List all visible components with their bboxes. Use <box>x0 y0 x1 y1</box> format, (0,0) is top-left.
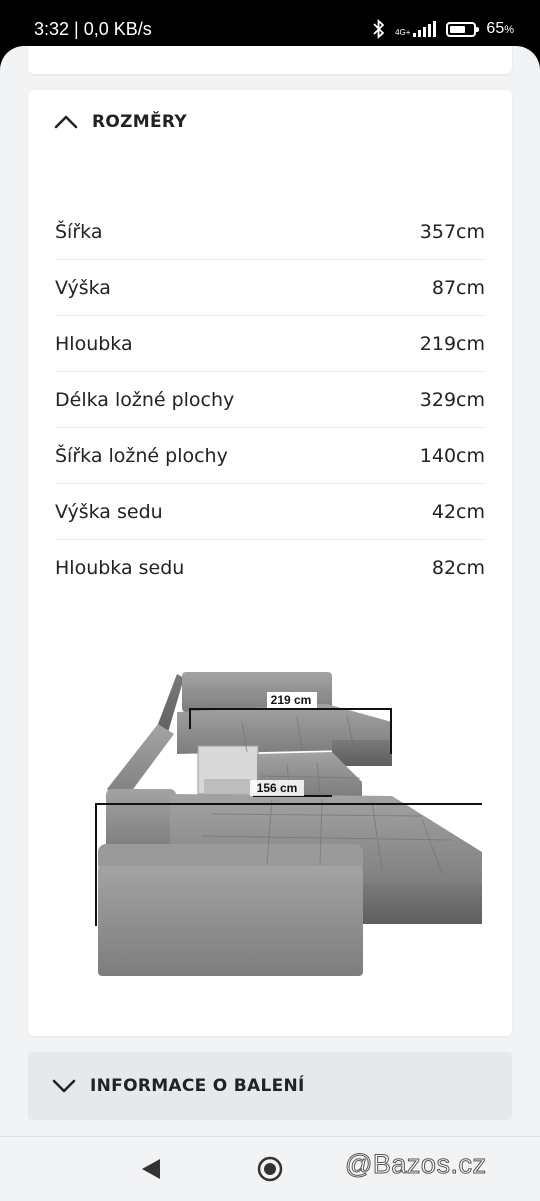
spec-label: Hloubka sedu <box>55 557 185 579</box>
network-label: 4G+ <box>395 28 411 37</box>
dimensions-title: ROZMĚRY <box>92 112 187 132</box>
signal-icon <box>413 21 436 37</box>
spec-row <box>55 316 485 372</box>
home-icon[interactable] <box>256 1155 284 1183</box>
spec-row <box>55 372 485 428</box>
back-icon[interactable] <box>140 1157 162 1181</box>
packaging-title: INFORMACE O BALENÍ <box>90 1076 305 1096</box>
spec-label: Délka ložné plochy <box>55 388 235 411</box>
spec-value: 82cm <box>431 557 485 579</box>
dimensions-card <box>28 90 512 1036</box>
spec-value: 329cm <box>419 388 485 411</box>
spec-value: 357cm <box>419 220 485 243</box>
spec-label: Šířka <box>55 220 103 243</box>
dimensions-list <box>55 204 485 596</box>
battery-percent: 65% <box>486 20 514 37</box>
spec-value: 42cm <box>431 500 485 523</box>
battery-icon <box>446 22 476 37</box>
spec-value: 140cm <box>419 444 485 467</box>
status-icons <box>373 19 514 39</box>
status-time-speed: 3:32 | 0,0 KB/s <box>34 18 152 39</box>
dimension-label-depth: 219 cm <box>270 693 312 707</box>
spec-row <box>55 204 485 260</box>
packaging-header-row[interactable] <box>52 1076 305 1096</box>
sofa-illustration <box>62 604 482 984</box>
spec-label: Šířka ložné plochy <box>55 444 228 467</box>
page-content[interactable] <box>0 46 540 1136</box>
spec-row <box>55 484 485 540</box>
sofa-dimension-image <box>62 604 482 984</box>
network-indicator <box>395 21 436 37</box>
spec-value: 219cm <box>419 332 485 355</box>
chevron-up-icon <box>54 115 78 129</box>
spec-row <box>55 260 485 316</box>
spec-value: 87cm <box>431 276 485 299</box>
spec-label: Výška <box>55 276 111 299</box>
bluetooth-icon <box>373 19 385 39</box>
dimensions-section-header[interactable] <box>54 112 187 132</box>
spec-row <box>55 428 485 484</box>
navigation-bar <box>0 1136 540 1201</box>
battery-fill <box>450 26 464 33</box>
previous-card <box>28 46 512 74</box>
spec-label: Výška sedu <box>55 500 163 523</box>
chevron-down-icon <box>52 1079 76 1093</box>
bazos-watermark: @Bazos.cz <box>345 1149 487 1179</box>
spec-label: Hloubka <box>55 332 133 355</box>
dimension-label-width: 156 cm <box>256 781 298 795</box>
spec-row <box>55 540 485 596</box>
packaging-section-header[interactable] <box>28 1052 512 1120</box>
